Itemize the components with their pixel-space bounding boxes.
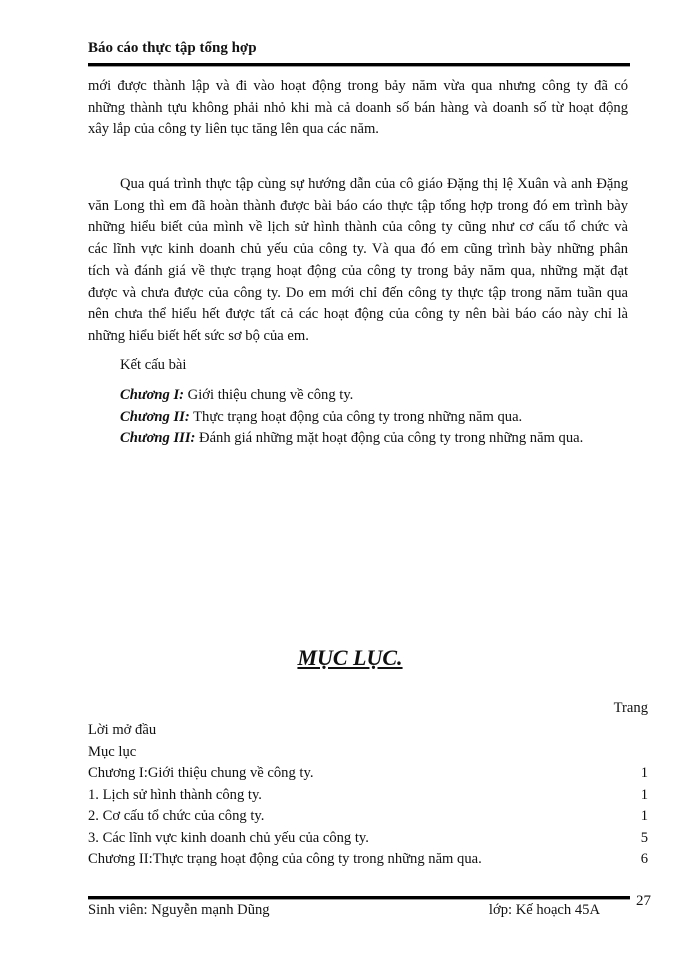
chapter-item [120,385,583,407]
toc-text: 3. Các lĩnh vực kinh doanh chủ yếu của công ty. [88,829,369,846]
footer-rule [88,896,630,900]
toc-page: 5 [640,829,648,846]
text-line: mới được thành lập và đi vào hoạt động trong bảy năm vừa qua nhưng công ty đã có [88,78,628,94]
toc-title: MỤC LỤC. [297,645,403,670]
structure-label: Kết cấu bài [120,357,187,373]
chapter-text: Đánh giá những mặt hoạt động của công ty trong những năm qua. [195,430,584,447]
toc-text: 2. Cơ cấu tổ chức của công ty. [88,808,265,824]
text-line: tích và đánh giá về thực trạng hoạt động của công ty trong bảy năm qua, những mặt đạt [88,262,628,279]
chapter-item [120,407,583,429]
toc-text: 1. Lịch sử hình thành công ty. [88,786,262,803]
footer-class: lớp: Kế hoạch 45A [488,902,600,918]
toc-row [88,849,648,871]
toc-page: 1 [640,786,648,803]
toc-row [88,828,648,850]
chapter-label: Chương II: [120,408,190,425]
chapter-label: Chương III: [120,430,196,447]
text-line: những hiểu biết của mình về lịch sử hình thành của công ty cũng như cơ cấu tổ chức và [88,219,628,236]
chapter-label: Chương I: [120,387,185,403]
toc-row [88,742,648,764]
toc-page: 6 [640,851,648,867]
text-line: được và chưa được của công ty. Do em mới chỉ đến công ty thực tập trong năm tuần qua [88,284,628,301]
toc-text: Lời mở đầu [88,722,157,738]
chapter-text: Giới thiệu chung về công ty. [184,387,354,403]
footer [88,902,630,919]
toc-page: 1 [640,808,648,824]
toc-list [88,720,648,871]
toc-text: Mục lục [88,743,137,760]
chapter-text: Thực trạng hoạt động của công ty trong những năm qua. [189,408,523,425]
toc-row [88,763,648,785]
text-line: những thành tựu không phải nhỏ khi mà cả doanh số bán hàng và doanh số từ hoạt động [88,99,628,116]
text-line: xây lắp của công ty liên tục tăng lên qua các năm. [88,121,379,138]
chapter-list [120,385,583,450]
header-rule [88,63,630,67]
text-line: nên chưa thể hiểu hết được tất cả các hoạt động của công ty nên bài báo cáo này chỉ là [88,306,628,323]
toc-row [88,806,648,828]
paragraph-2 [88,174,628,348]
toc-row [88,785,648,807]
text-line: văn Long thì em đã hoàn thành được bài báo cáo thực tập tổng hợp trong đó em trình bày [88,197,628,214]
toc-page: 1 [640,765,648,781]
page-number: 27 [636,893,651,909]
text-line: các lĩnh vực kinh doanh chủ yếu của công ty. Và qua đó em cũng trình bày những phân [88,241,628,258]
toc-page-header: Trang [613,700,648,716]
footer-student: Sinh viên: Nguyễn mạnh Dũng [88,902,270,918]
text-line: Qua quá trình thực tập cùng sự hướng dẫn của cô giáo Đặng thị lệ Xuân và anh Đặng [120,176,628,192]
chapter-item [120,428,583,450]
toc-row [88,720,648,742]
header-title: Báo cáo thực tập tổng hợp [88,40,257,56]
toc-text: Chương II:Thực trạng hoạt động của công ty trong những năm qua. [88,851,482,867]
toc-text: Chương I:Giới thiệu chung về công ty. [88,765,314,781]
paragraph-1 [88,76,628,141]
text-line: những hiểu biết hết sức sơ bộ của em. [88,327,309,344]
